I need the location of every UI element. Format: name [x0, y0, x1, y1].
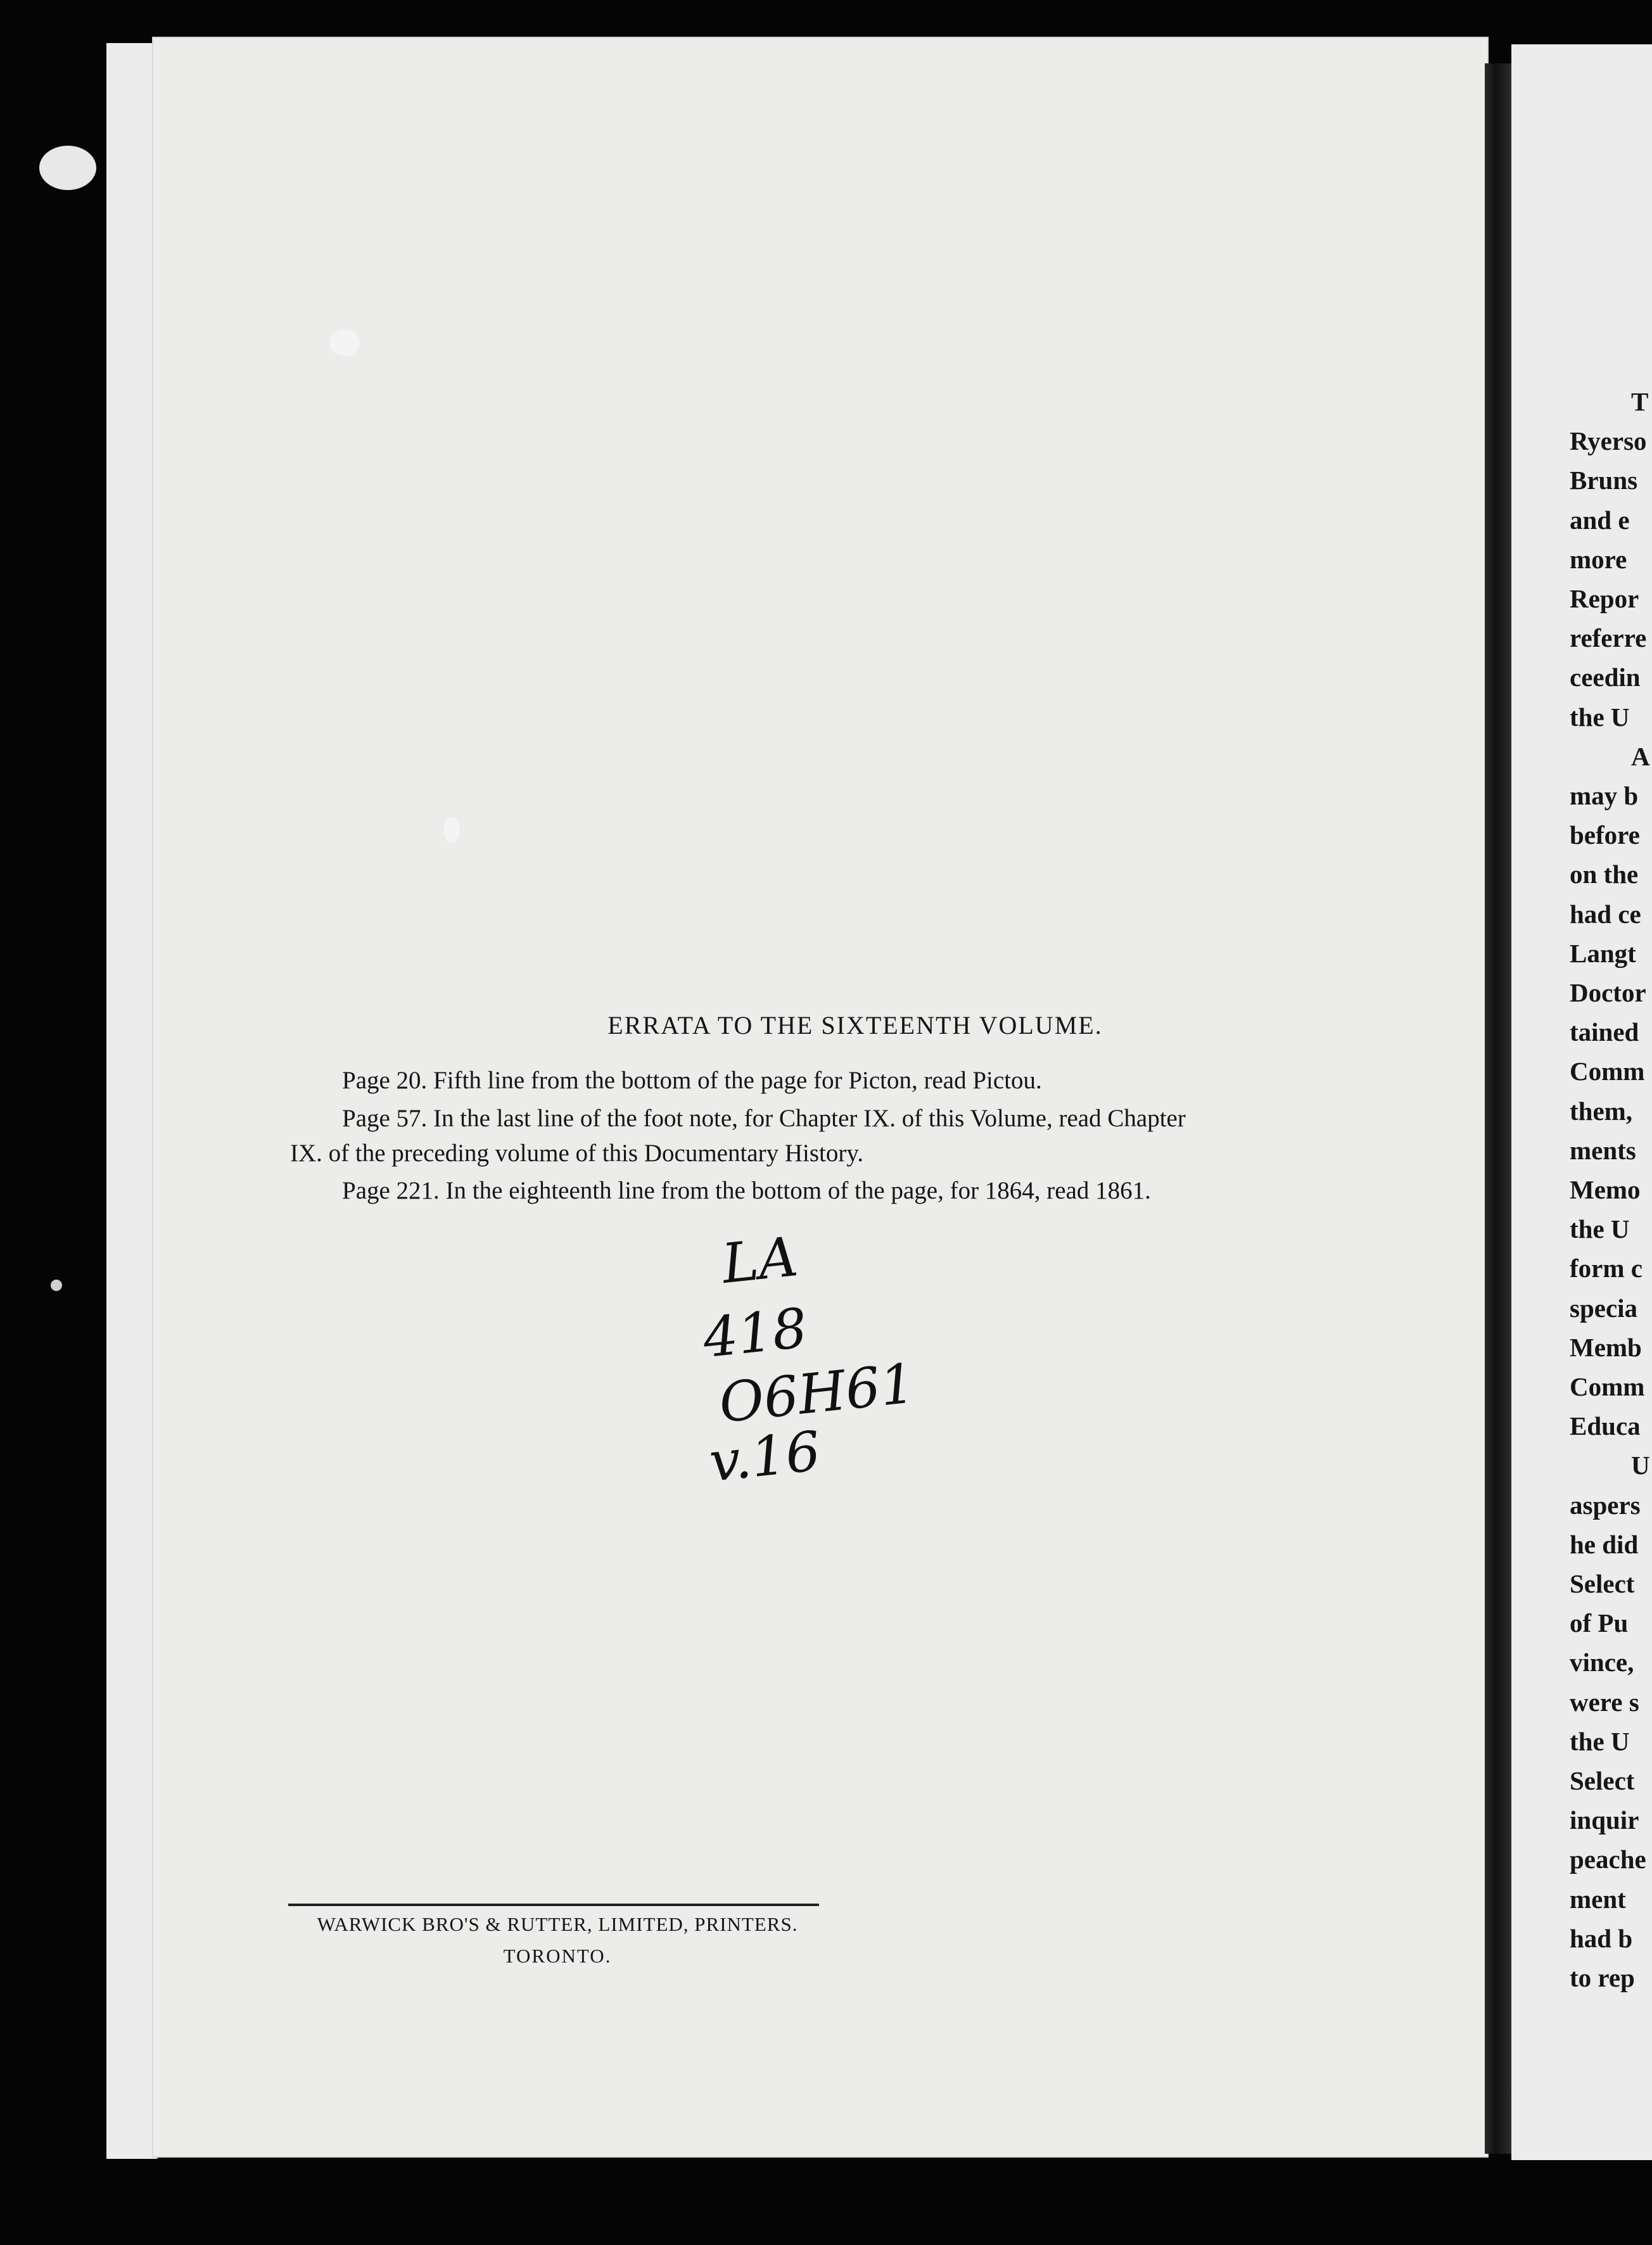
facing-page-line: Bruns — [1570, 466, 1638, 495]
facing-page-line: Langt — [1570, 938, 1636, 968]
left-page-edge — [106, 43, 158, 2159]
errata-entry-page-221: Page 221. In the eighteenth line from the bottom of the page, for 1864, read 1861. — [342, 1177, 1151, 1204]
facing-page-line: vince, — [1570, 1648, 1634, 1677]
facing-page-line: referre — [1570, 623, 1647, 653]
facing-page-line: ment — [1570, 1884, 1626, 1914]
facing-page-line: Educa — [1570, 1411, 1641, 1441]
facing-page-line: to rep — [1570, 1963, 1635, 1992]
dust-speck — [51, 1280, 62, 1291]
facing-page-line: Ryerso — [1570, 426, 1647, 456]
facing-page-line: Comm — [1570, 1057, 1645, 1086]
dust-speck — [329, 329, 360, 356]
facing-page-line: had ce — [1570, 899, 1641, 929]
errata-entry-page-20: Page 20. Fifth line from the bottom of the page for Picton, read Pictou. — [342, 1067, 1042, 1094]
facing-page-line: had b — [1570, 1923, 1633, 1953]
facing-page-line: aspers — [1570, 1490, 1641, 1520]
printer-city: TORONTO. — [503, 1945, 612, 1967]
facing-page-line: Select — [1570, 1766, 1635, 1795]
errata-title: ERRATA TO THE SIXTEENTH VOLUME. — [607, 1011, 1103, 1040]
facing-page-line: Doctor — [1570, 978, 1646, 1007]
facing-page-line: A — [1631, 741, 1650, 771]
errata-page — [152, 37, 1489, 2158]
facing-page-line: the U — [1570, 1726, 1630, 1756]
facing-page-line: form c — [1570, 1254, 1642, 1283]
printer-imprint: WARWICK BRO'S & RUTTER, LIMITED, PRINTERS. — [317, 1913, 798, 1935]
facing-page-line: he did — [1570, 1529, 1639, 1559]
dust-speck — [443, 817, 460, 843]
facing-page-line: U — [1631, 1451, 1650, 1480]
facing-page-line: more — [1570, 544, 1627, 574]
facing-page-line: Comm — [1570, 1372, 1645, 1401]
facing-page-line: them, — [1570, 1096, 1633, 1126]
facing-page-line: were s — [1570, 1687, 1639, 1717]
facing-page-line: may b — [1570, 781, 1639, 810]
facing-page-line: Memo — [1570, 1175, 1641, 1204]
facing-page-line: the U — [1570, 702, 1630, 732]
handwritten-call-number-line-2: 418 — [700, 1296, 810, 1371]
facing-page-line: of Pu — [1570, 1608, 1629, 1638]
facing-page-line: Memb — [1570, 1332, 1642, 1362]
facing-page-line: peache — [1570, 1845, 1646, 1874]
facing-page-line: specia — [1570, 1293, 1638, 1323]
facing-page-line: ceedin — [1570, 663, 1641, 692]
facing-page-line: tained — [1570, 1017, 1639, 1047]
errata-entry-page-57: Page 57. In the last line of the foot note, for Chapter IX. of this Volume, read Chapter — [342, 1105, 1186, 1132]
imprint-rule — [288, 1904, 819, 1906]
facing-page-line: Repor — [1570, 584, 1639, 613]
facing-page-line: inquir — [1570, 1805, 1639, 1835]
facing-page-line: Select — [1570, 1569, 1635, 1598]
facing-page-line: T — [1631, 387, 1649, 416]
facing-page-line: ments — [1570, 1135, 1636, 1165]
errata-entry-page-57-continued: IX. of the preceding volume of this Documentary History. — [290, 1140, 864, 1167]
facing-page-line: and e — [1570, 505, 1630, 535]
book-gutter — [1485, 63, 1511, 2154]
facing-page-line: before — [1570, 820, 1640, 850]
facing-page-line: the U — [1570, 1214, 1630, 1244]
handwritten-call-number-line-1: LA — [719, 1225, 801, 1296]
facing-page-line: on the — [1570, 860, 1639, 889]
handwritten-call-number-line-3: O6H61 — [716, 1352, 918, 1435]
dust-speck — [39, 146, 96, 190]
handwritten-call-number-line-4: v.16 — [706, 1420, 823, 1494]
